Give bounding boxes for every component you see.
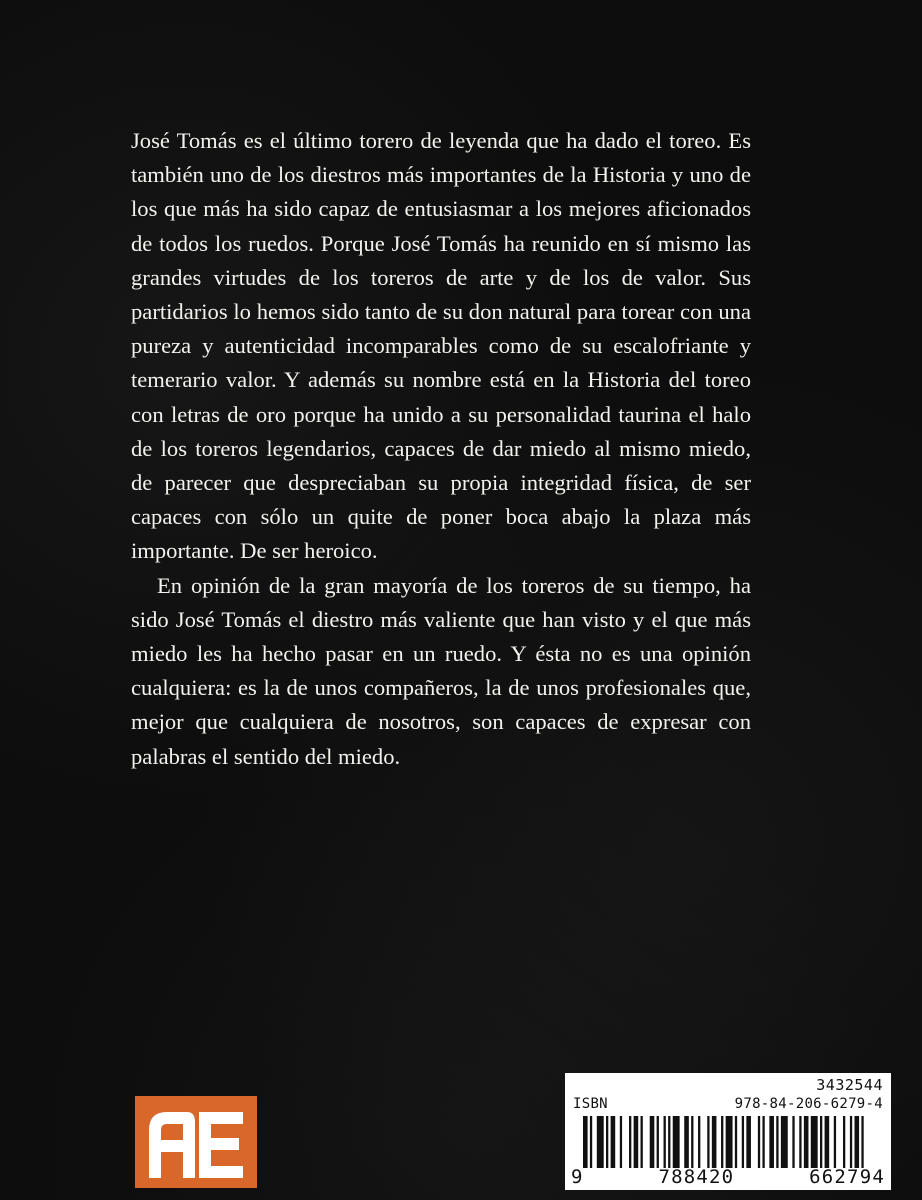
barcode-digit-lead: 9 (571, 1166, 584, 1188)
isbn-number: 978-84-206-6279-4 (734, 1096, 883, 1112)
blurb-paragraph-2: En opinión de la gran mayoría de los toreros de su tiempo, ha sido José Tomás el diestro más valiente que han visto y el que más miedo les ha hecho pasar en un ruedo. Y ésta no es una opinión cualquiera: es la de unos compañeros, la de unos profesionales que, mejor que cualquiera de nosotros, son capaces de expresar con palabras el sentido del miedo. (131, 572, 751, 769)
barcode-digits (571, 1166, 885, 1188)
barcode-label (565, 1073, 891, 1190)
barcode-bars (579, 1116, 885, 1168)
isbn-label: ISBN (573, 1096, 608, 1112)
barcode-digit-group-1: 788420 (658, 1166, 735, 1188)
barcode-digit-group-2: 662794 (809, 1166, 885, 1188)
barcode-icon (579, 1116, 885, 1168)
back-cover-blurb (131, 124, 751, 774)
blurb-paragraph-1: José Tomás es el último torero de leyenda que ha dado el toreo. Es también uno de los diestros más importantes de la Historia y uno de los que más ha sido capaz de entusiasmar a los mejores aficionados de todos los ruedos. Porque José Tomás ha reunido en sí mismo las grandes virtudes de los toreros de arte y de los de valor. Sus partidarios lo hemos sido tanto de su don natural para torear con una pureza y autenticidad incomparables como de su escalofriante y temerario valor. Y además su nombre está en la Historia del toreo con letras de oro porque ha unido a su personalidad taurina el halo de los toreros legendarios, capaces de dar miedo al mismo miedo, de parecer que despreciaban su propia integridad física, de ser capaces con sólo un quite de poner boca abajo la plaza más importante. De ser heroico. (131, 128, 751, 564)
publisher-logo (135, 1096, 257, 1188)
reference-code: 3432544 (816, 1076, 883, 1094)
publisher-logo-icon (135, 1096, 257, 1188)
isbn-line (573, 1096, 883, 1112)
